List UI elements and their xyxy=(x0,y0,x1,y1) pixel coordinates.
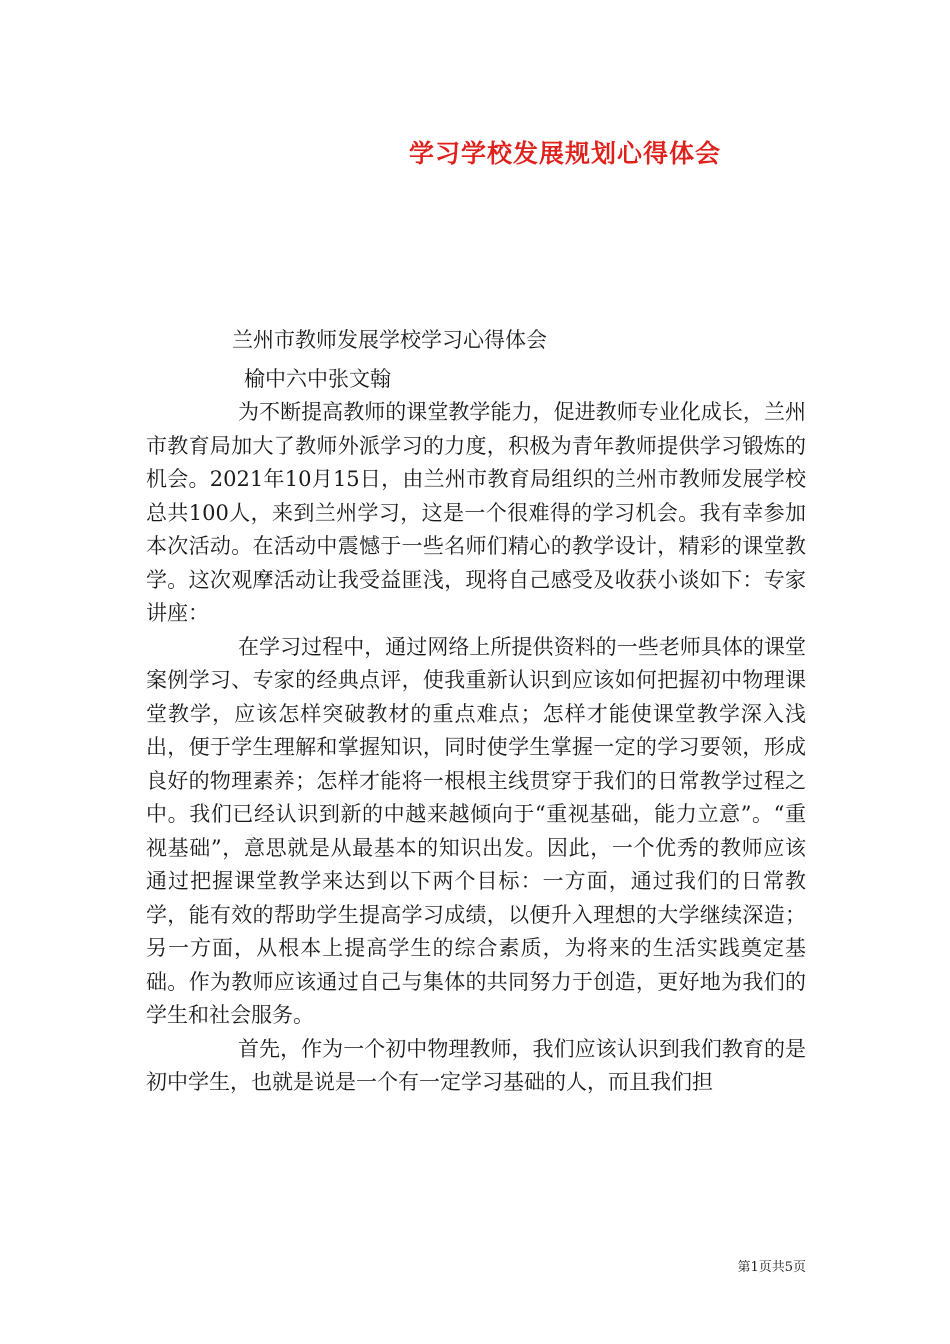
paragraph: 在学习过程中，通过网络上所提供资料的一些老师具体的课堂案例学习、专家的经典点评，使我重新认识到应该如何把握初中物理课堂教学，应该怎样突破教材的重点难点；怎样才能使课堂教学深入浅出，便于学生理解和掌握知识，同时使学生掌握一定的学习要领，形成良好的物理素养；怎样才能将一根根主线贯穿于我们的日常教学过程之中。我们已经认识到新的中越来越倾向于“重视基础，能力立意”。“重视基础”，意思就是从最基本的知识出发。因此，一个优秀的教师应该通过把握课堂教学来达到以下两个目标：一方面，通过我们的日常教学，能有效的帮助学生提高学习成绩，以便升入理想的大学继续深造；另一方面，从根本上提高学生的综合素质，为将来的生活实践奠定基础。作为教师应该通过自己与集体的共同努力于创造，更好地为我们的学生和社会服务。 xyxy=(146,634,806,1027)
document-title: 学习学校发展规划心得体会 xyxy=(408,139,721,168)
author-line: 榆中六中张文翰 xyxy=(244,367,391,391)
paragraph: 首先，作为一个初中物理教师，我们应该认识到我们教育的是初中学生，也就是说是一个有一定学习基础的人，而且我们担 xyxy=(146,1036,806,1094)
paragraph: 为不断提高教师的课堂教学能力，促进教师专业化成长，兰州市教育局加大了教师外派学习的力度，积极为青年教师提供学习锻炼的机会。2021年10月15日，由兰州市教育局组织的兰州市教师发展学校总共100人，来到兰州学习，这是一个很难得的学习机会。我有幸参加本次活动。在活动中震憾于一些名师们精心的教学设计，精彩的课堂教学。这次观摩活动让我受益匪浅，现将自己感受及收获小谈如下：专家讲座： xyxy=(146,400,806,625)
page-number: 第1页共5页 xyxy=(737,1260,806,1275)
body-text xyxy=(146,396,806,1100)
document-subtitle: 兰州市教师发展学校学习心得体会 xyxy=(232,328,547,352)
